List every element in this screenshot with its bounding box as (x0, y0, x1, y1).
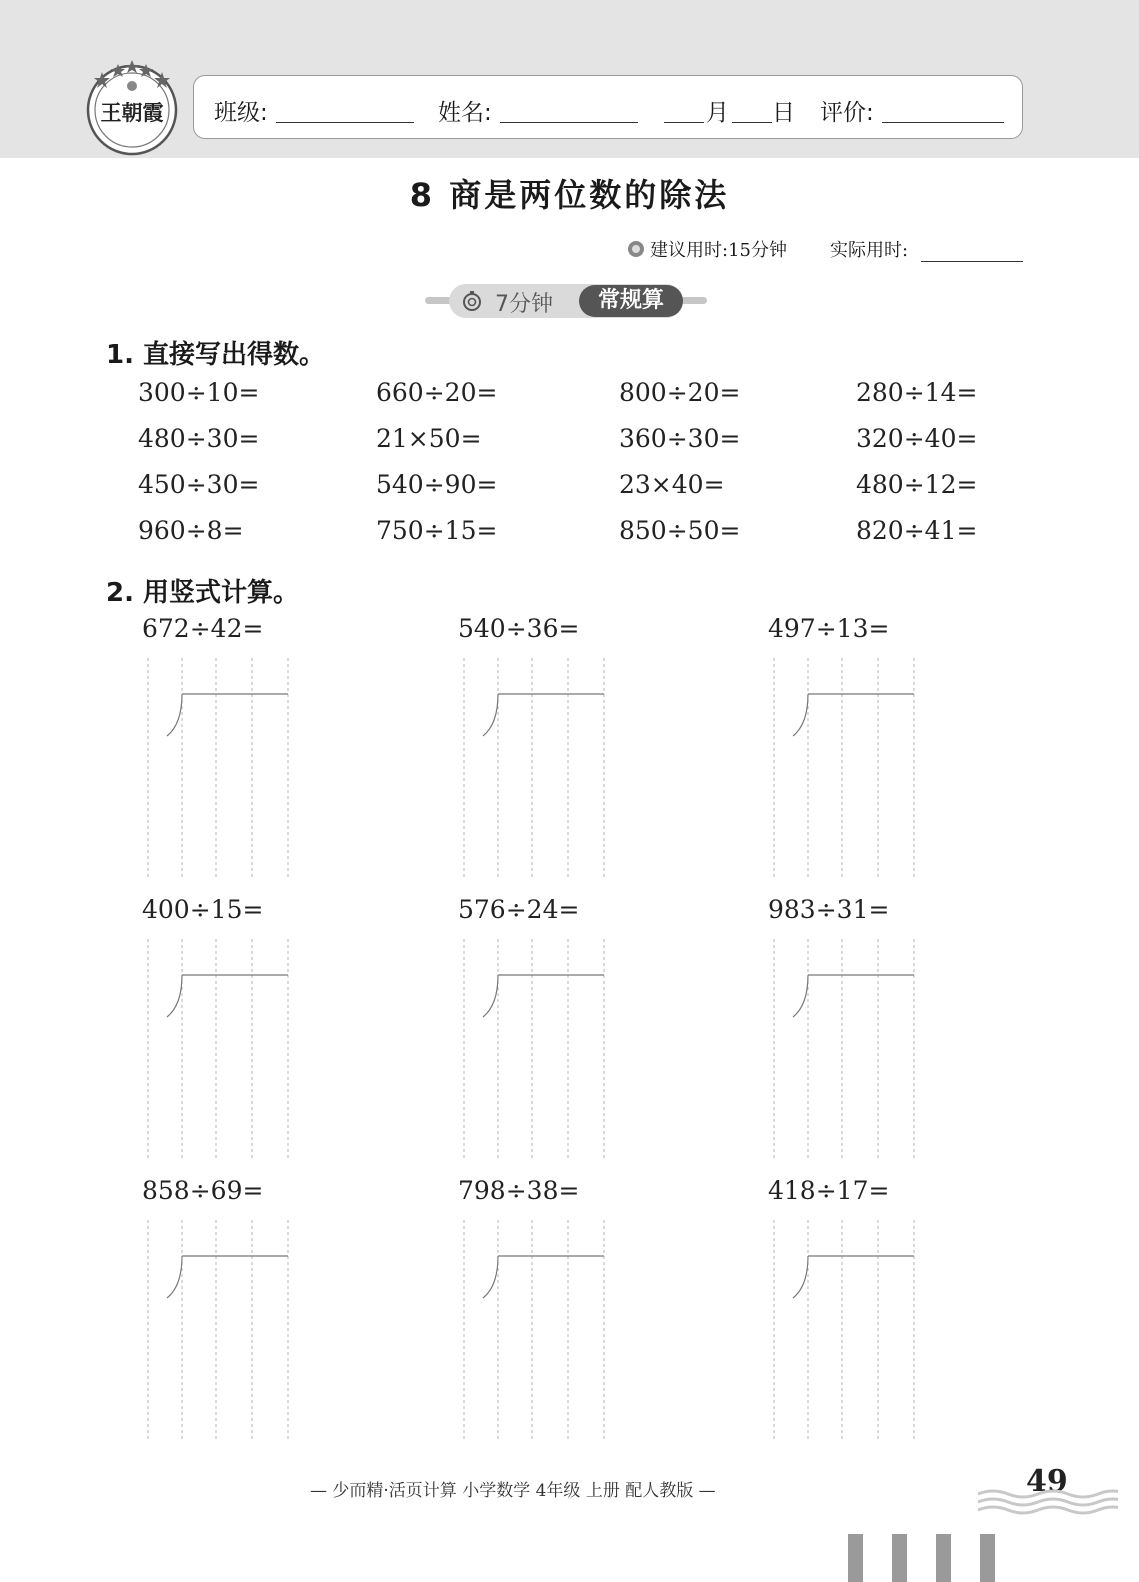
suggested-time: 建议用时:15分钟 (650, 240, 787, 261)
stopwatch-icon (461, 290, 483, 312)
month-label: 月 (706, 100, 729, 126)
day-label: 日 (772, 100, 795, 126)
name-field[interactable] (500, 122, 638, 123)
division-problem (458, 1176, 718, 1444)
division-bracket (793, 694, 808, 736)
work-grid[interactable] (768, 925, 928, 1161)
badge-tag: 常规算 (579, 285, 683, 317)
division-problem (458, 614, 718, 882)
division-expression: 418÷17= (768, 1176, 890, 1205)
calc-item: 850÷50= (619, 516, 741, 545)
work-grid[interactable] (142, 644, 302, 880)
division-expression: 400÷15= (142, 895, 264, 924)
calc-item: 450÷30= (138, 470, 260, 499)
division-expression: 858÷69= (142, 1176, 264, 1205)
section-badge (425, 284, 707, 318)
calc-item: 660÷20= (376, 378, 498, 407)
footer-text: — 少而精·活页计算 小学数学 4年级 上册 配人教版 — (310, 1481, 716, 1501)
work-grid[interactable] (768, 1206, 928, 1442)
section2-title: 2. 用竖式计算。 (106, 578, 300, 608)
work-grid[interactable] (458, 1206, 618, 1442)
division-bracket (167, 694, 182, 736)
hourglass-icon (626, 239, 646, 259)
page-number: 49 (1026, 1464, 1068, 1499)
division-bracket (793, 975, 808, 1017)
division-bracket (793, 1256, 808, 1298)
division-bracket (483, 1256, 498, 1298)
division-problem (142, 1176, 402, 1444)
wave-decoration (978, 1484, 1118, 1518)
day-field[interactable] (732, 122, 772, 123)
evaluation-label: 评价: (820, 100, 874, 126)
evaluation-field[interactable] (882, 122, 1004, 123)
calc-item: 21×50= (376, 424, 482, 453)
page-tabs-decoration (846, 1534, 1006, 1582)
division-problem (768, 614, 1028, 882)
calc-item: 480÷30= (138, 424, 260, 453)
calc-item: 750÷15= (376, 516, 498, 545)
calc-item: 540÷90= (376, 470, 498, 499)
student-info-box (193, 75, 1023, 139)
division-expression: 497÷13= (768, 614, 890, 643)
division-problem (768, 895, 1028, 1163)
division-problem (142, 895, 402, 1163)
badge-minutes: 7分钟 (495, 292, 553, 317)
calc-item: 360÷30= (619, 424, 741, 453)
division-expression: 576÷24= (458, 895, 580, 924)
logo-text: 王朝霞 (100, 100, 164, 125)
work-grid[interactable] (142, 1206, 302, 1442)
division-bracket (167, 975, 182, 1017)
calc-item: 820÷41= (856, 516, 978, 545)
division-problem (458, 895, 718, 1163)
calc-item: 280÷14= (856, 378, 978, 407)
calc-item: 23×40= (619, 470, 725, 499)
name-label: 姓名: (438, 100, 492, 126)
division-bracket (167, 1256, 182, 1298)
work-grid[interactable] (458, 644, 618, 880)
calc-item: 480÷12= (856, 470, 978, 499)
division-problem (768, 1176, 1028, 1444)
actual-time-field[interactable] (921, 261, 1023, 262)
calc-item: 800÷20= (619, 378, 741, 407)
class-field[interactable] (276, 122, 414, 123)
calc-item: 300÷10= (138, 378, 260, 407)
calc-item: 960÷8= (138, 516, 244, 545)
division-expression: 983÷31= (768, 895, 890, 924)
division-expression: 672÷42= (142, 614, 264, 643)
division-expression: 798÷38= (458, 1176, 580, 1205)
division-bracket (483, 975, 498, 1017)
section1-title: 1. 直接写出得数。 (106, 340, 326, 370)
class-label: 班级: (214, 100, 268, 126)
calc-item: 320÷40= (856, 424, 978, 453)
division-problem (142, 614, 402, 882)
work-grid[interactable] (768, 644, 928, 880)
division-expression: 540÷36= (458, 614, 580, 643)
work-grid[interactable] (142, 925, 302, 1161)
month-field[interactable] (664, 122, 704, 123)
actual-time-label: 实际用时: (830, 240, 909, 261)
publisher-logo (84, 58, 180, 158)
work-grid[interactable] (458, 925, 618, 1161)
division-bracket (483, 694, 498, 736)
page-title: 8 商是两位数的除法 (409, 176, 730, 214)
